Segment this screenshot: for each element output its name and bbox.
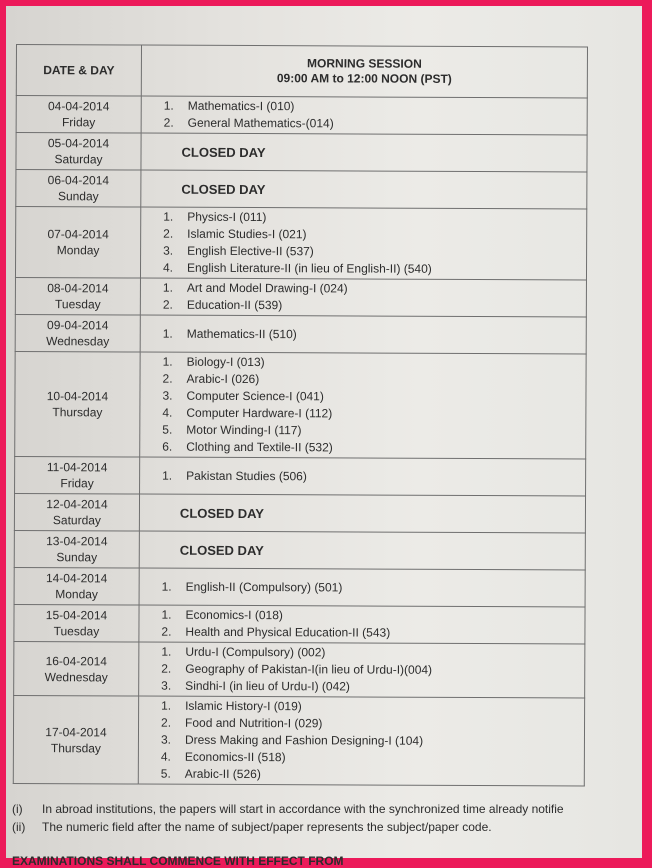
exam-day: Monday [55,587,98,602]
subject-number: 4. [162,405,173,420]
exam-date: 12-04-2014 [46,497,108,512]
subject-list [163,325,586,344]
subject-name: Urdu-I (Compulsory) (002) [185,644,326,660]
subject-number: 2. [163,115,174,130]
subject-list [164,98,587,134]
subject-name: Physics-I (011) [187,209,267,225]
morning-session-header [141,45,587,98]
subjects-cell [138,696,584,786]
subject-number: 1. [163,98,174,113]
closed-day-label: CLOSED DAY [141,170,587,209]
subject-name: Islamic Studies-I (021) [187,226,307,242]
exam-day: Sunday [57,189,99,204]
subject-number: 1. [162,468,173,483]
schedule-body [13,96,587,786]
subject-number: 2. [161,661,172,676]
exam-date: 11-04-2014 [46,460,108,475]
date-cell [14,493,139,531]
exam-day: Tuesday [53,624,100,639]
exam-day: Saturday [52,513,101,528]
subject-number: 1. [162,280,173,295]
subject-name: Geography of Pakistan-I(in lieu of Urdu-I)(004) [185,661,433,677]
subject-item [161,624,584,643]
subject-item [163,325,586,344]
subject-name: Clothing and Textile-II (532) [186,439,333,455]
date-cell [15,314,140,352]
schedule-row [16,96,587,135]
subject-number: 5. [160,766,171,781]
notes-section [12,802,652,838]
subject-item [164,98,587,117]
date-cell [15,207,140,279]
subject-name: Education-II (539) [186,297,283,313]
subject-item [164,115,587,134]
subject-item [162,578,585,597]
note-text: The numeric field after the name of subject/paper represents the subject/paper code. [42,820,492,834]
schedule-row [16,170,587,209]
exam-day: Saturday [54,152,103,167]
subject-number: 4. [160,749,171,764]
exam-day: Wednesday [46,334,110,349]
exam-day: Thursday [50,740,101,755]
date-cell [14,530,139,568]
subject-list [163,280,586,316]
subject-name: Sindhi-I (in lieu of Urdu-I) (042) [185,678,350,694]
schedule-row [14,567,585,606]
schedule-row [14,641,585,697]
subjects-cell [140,278,586,317]
subject-number: 1. [161,607,172,622]
schedule-row [14,530,585,569]
footer-text: EXAMINATIONS SHALL COMMENCE WITH EFFECT FROM [12,854,344,868]
subject-item [162,405,585,424]
subject-number: 2. [162,297,173,312]
subjects-cell [140,352,586,459]
subject-name: Mathematics-II (510) [186,326,297,341]
schedule-row [14,604,585,643]
subjects-cell [139,642,585,698]
subject-number: 1. [161,644,172,659]
note-text: In abroad institutions, the papers will start in accordance with the synchronized time already notifie [42,802,564,816]
subject-name: Art and Model Drawing-I (024) [186,280,348,296]
subject-name: English Elective-II (537) [187,243,314,259]
subject-number: 6. [162,439,173,454]
subject-item [163,226,586,245]
subject-list [161,698,584,785]
subjects-cell [140,457,586,496]
subject-item [161,678,584,697]
exam-day: Monday [56,243,100,258]
subjects-cell [139,568,585,607]
subject-list [163,209,586,279]
schedule-row [15,207,586,280]
subject-number: 4. [162,260,174,275]
subject-item [161,698,584,717]
subject-item [161,607,584,626]
subject-number: 1. [162,326,173,341]
subject-list [162,578,585,597]
subjects-cell [139,605,585,644]
subject-number: 5. [162,422,173,437]
exam-date: 16-04-2014 [45,653,108,668]
subject-list [161,607,584,643]
subject-item [162,439,585,458]
subjects-cell [141,96,587,135]
subject-item [163,354,586,373]
schedule-row [15,351,586,458]
subject-number: 1. [161,698,172,713]
note-label: (ii) [12,820,26,834]
subject-item [163,371,586,390]
subject-list [162,354,585,458]
date-cell [14,641,139,696]
closed-day-label: CLOSED DAY [139,531,585,570]
subject-item [161,732,584,751]
subject-item [162,422,585,441]
date-cell [13,695,138,784]
subject-item [161,766,584,785]
schedule-row [15,314,586,353]
schedule-row [13,695,584,785]
date-cell [16,96,141,134]
subject-name: Arabic-II (526) [184,766,261,782]
exam-date: 13-04-2014 [46,534,108,549]
exam-day: Thursday [52,405,103,420]
closed-day-label: CLOSED DAY [141,133,587,172]
exam-date: 04-04-2014 [47,99,110,114]
subject-number: 3. [161,678,172,693]
subjects-cell [140,315,586,354]
subject-list [162,467,585,486]
exam-day: Friday [60,476,94,491]
subject-name: Economics-II (518) [184,749,286,765]
date-cell [14,567,139,605]
exam-date: 17-04-2014 [45,724,107,739]
schedule-row [16,133,587,172]
date-cell [14,604,139,642]
exam-date: 15-04-2014 [45,608,108,623]
date-cell [16,170,141,208]
subject-number: 3. [162,388,173,403]
subject-name: Food and Nutrition-I (029) [185,715,323,731]
subject-item [162,388,585,407]
exam-date: 10-04-2014 [46,389,109,404]
subject-name: English-II (Compulsory) (501) [185,579,343,594]
exam-date: 08-04-2014 [47,281,109,296]
subject-number: 3. [160,732,172,747]
subject-item [163,260,586,279]
subject-number: 2. [163,226,174,241]
subject-name: Computer Science-I (041) [186,388,324,404]
subject-item [163,297,586,316]
subject-item [162,467,585,486]
subject-item [163,243,586,262]
document-page [6,6,642,868]
subject-name: Arabic-I (026) [186,371,260,387]
note-item [12,820,652,834]
schedule-row [15,277,586,316]
exam-date: 06-04-2014 [47,173,110,188]
subject-number: 2. [161,624,172,639]
subject-name: Dress Making and Fashion Designing-I (104) [184,732,424,748]
exam-date: 14-04-2014 [45,571,108,586]
subject-item [163,280,586,299]
subject-number: 1. [163,209,174,224]
exam-day: Sunday [56,550,98,565]
date-cell [16,133,141,171]
note-item [12,802,652,816]
subject-number: 2. [161,715,172,730]
subject-number: 3. [163,243,174,258]
subject-number: 1. [161,579,172,594]
exam-day: Wednesday [44,669,108,684]
subject-name: Biology-I (013) [186,354,265,370]
date-cell [15,456,140,494]
subject-item [163,209,586,228]
subject-name: Islamic History-I (019) [185,698,302,714]
note-label: (i) [12,802,23,816]
subject-name: General Mathematics-(014) [187,115,334,131]
subject-name: Economics-I (018) [185,607,283,623]
schedule-row [14,493,585,532]
subject-name: Computer Hardware-I (112) [186,405,333,421]
subject-name: Health and Physical Education-II (543) [185,624,391,640]
subject-list [161,644,584,697]
closed-day-label: CLOSED DAY [139,494,585,533]
subject-name: English Literature-II (in lieu of English-II) (540) [186,260,432,276]
subject-item [161,644,584,663]
subject-number: 1. [162,354,173,369]
subject-name: Mathematics-I (010) [187,98,295,114]
exam-day: Friday [61,115,96,130]
exam-schedule-table [13,44,588,786]
subject-name: Pakistan Studies (506) [186,468,307,483]
subject-name: Motor Winding-I (117) [186,422,302,438]
subject-item [161,661,584,680]
exam-day: Tuesday [55,297,101,312]
subjects-cell [140,207,586,280]
subject-item [161,749,584,768]
schedule-row [15,456,586,495]
date-day-header: DATE & DAY [16,45,141,97]
exam-date: 09-04-2014 [47,318,109,333]
table-header-row [16,45,587,98]
exam-date: 07-04-2014 [47,227,109,242]
date-cell [15,277,140,315]
date-cell [15,351,140,457]
session-time: 09:00 AM to 12:00 NOON (PST) [276,71,452,86]
exam-date: 05-04-2014 [47,136,110,151]
subject-number: 2. [162,371,173,386]
session-title: MORNING SESSION [307,56,422,71]
subject-item [161,715,584,734]
